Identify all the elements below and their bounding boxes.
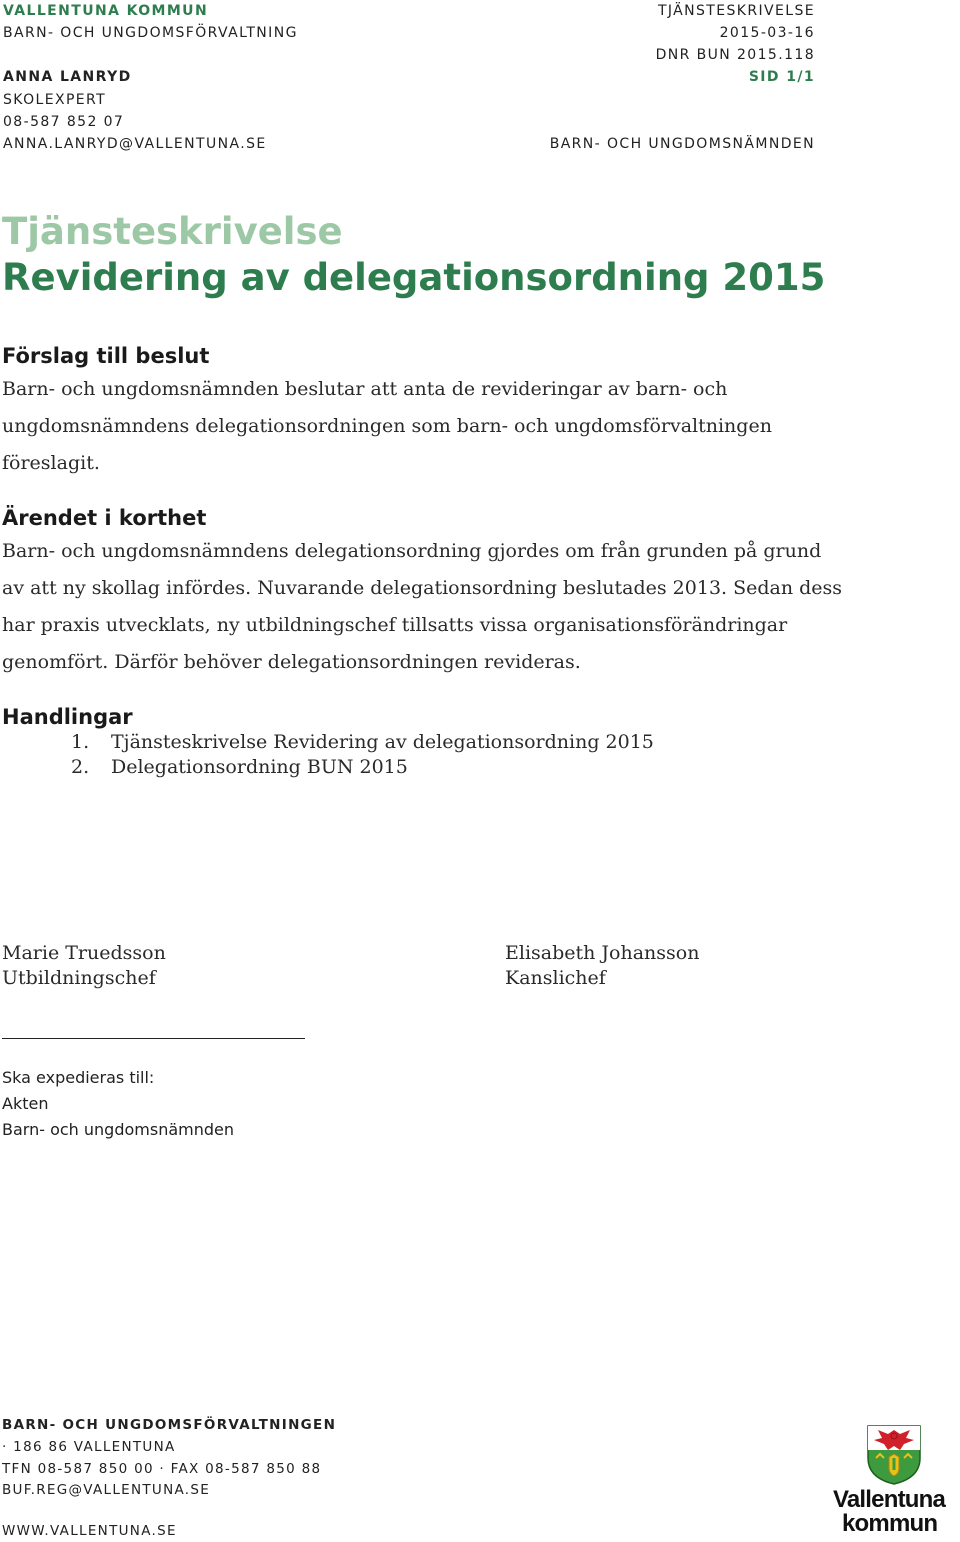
summary-line: genomfört. Därför behöver delegationsordningen revideras. [2, 651, 581, 673]
footer-org: BARN- OCH UNGDOMSFÖRVALTNINGEN [2, 1417, 337, 1433]
list-item: Tjänsteskrivelse Revidering av delegationsordning 2015 [111, 731, 654, 753]
page-indicator: SID 1/1 [748, 69, 815, 85]
signature-name: Marie Truedsson [2, 942, 166, 964]
department-name: BARN- OCH UNGDOMSFÖRVALTNING [3, 25, 298, 41]
recipient: BARN- OCH UNGDOMSNÄMNDEN [549, 136, 815, 152]
doc-date: 2015-03-16 [719, 25, 815, 41]
page-title: Tjänsteskrivelse [2, 210, 343, 253]
documents-heading: Handlingar [2, 705, 133, 729]
logo-wordmark-sub: kommun [842, 1510, 938, 1537]
doc-dnr: DNR BUN 2015.118 [655, 47, 815, 63]
page-subtitle: Revidering av delegationsordning 2015 [2, 256, 826, 299]
proposal-heading: Förslag till beslut [2, 344, 210, 368]
summary-line: Barn- och ungdomsnämndens delegationsordning gjordes om från grunden på grund [2, 540, 822, 562]
list-item-number: 1. [71, 731, 90, 753]
footer-email: BUF.REG@VALLENTUNA.SE [2, 1482, 211, 1498]
footer-phone-fax: TFN 08-587 850 00 · FAX 08-587 850 88 [2, 1461, 322, 1477]
list-item: Delegationsordning BUN 2015 [111, 756, 408, 778]
summary-line: har praxis utvecklats, ny utbildningschef tillsatts vissa organisationsförändringar [2, 614, 788, 636]
proposal-line: föreslagit. [2, 452, 100, 474]
proposal-line: ungdomsnämndens delegationsordningen som barn- och ungdomsförvaltningen [2, 415, 772, 437]
doc-type: TJÄNSTESKRIVELSE [657, 3, 815, 19]
signature-title: Utbildningschef [2, 967, 156, 989]
proposal-line: Barn- och ungdomsnämnden beslutar att anta de revideringar av barn- och [2, 378, 728, 400]
coat-of-arms-icon [866, 1424, 922, 1486]
contact-title: SKOLEXPERT [3, 92, 107, 108]
signature-name: Elisabeth Johansson [505, 942, 700, 964]
distribution-heading: Ska expedieras till: [2, 1068, 155, 1087]
list-item-number: 2. [71, 756, 90, 778]
contact-phone: 08-587 852 07 [3, 114, 125, 130]
municipality-name: VALLENTUNA KOMMUN [3, 3, 209, 19]
signature-title: Kanslichef [505, 967, 606, 989]
distribution-item: Barn- och ungdomsnämnden [2, 1120, 235, 1139]
divider-line [2, 1038, 305, 1039]
distribution-item: Akten [2, 1094, 49, 1113]
footer-web: WWW.VALLENTUNA.SE [2, 1523, 177, 1539]
footer-address: · 186 86 VALLENTUNA [2, 1439, 176, 1455]
contact-email: ANNA.LANRYD@VALLENTUNA.SE [3, 136, 267, 152]
summary-heading: Ärendet i korthet [2, 506, 207, 530]
logo-wordmark: Vallentuna [833, 1486, 946, 1513]
contact-name: ANNA LANRYD [3, 69, 132, 85]
summary-line: av att ny skollag infördes. Nuvarande delegationsordning beslutades 2013. Sedan dess [2, 577, 843, 599]
